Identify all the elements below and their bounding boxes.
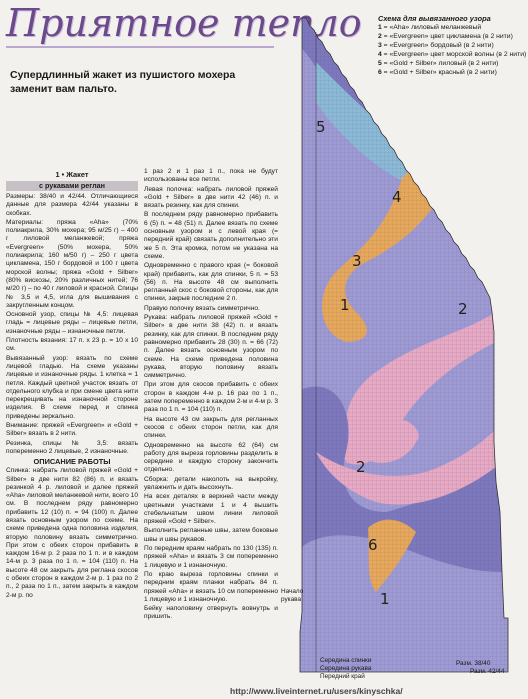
- section-bar: с рукавами реглан: [6, 181, 138, 191]
- mid-paragraph: Одновременно с правого края (= боковой край) прибавить, как для спинки, 5 п. = 53 (56) п. На высоте 48 см выполнить регланный скос с боковой стороны, как для спинки, закрыв последние 2 п.: [144, 262, 278, 303]
- mid-paragraph: Выполнить регланные швы, затем боковые швы и швы рукавов.: [144, 527, 278, 543]
- size-label: Разм. 38/40: [456, 660, 491, 667]
- right-front-text: Правую полочку вязать симметрично.: [144, 304, 260, 312]
- page-subtitle: Супердлинный жакет из пушистого мохера заменит вам пальто.: [10, 69, 236, 95]
- title-divider: [6, 46, 274, 48]
- back-middle-label: Середина спинки: [320, 657, 372, 664]
- size-label: Разм. 42/44: [470, 668, 505, 675]
- knitting-chart: [296, 12, 528, 688]
- materials-text: Материалы: пряжа «Aha» (70% полиакрила, 30% мохера; 95 м/25 г) – 400 г лиловой меланжевой; пряжа «Evergreen» (50% мохера, 50% полиакрила; 160 м/50 г) – 250 г цвета цикламена, 150 г бордовой и 100 г цвета морской волны; пряжа «Gold + Silber» (80% вискозы, 20% различных нитей; 76 м/20 г) – по 40 г лиловой и красной. Спицы № 3,5 и 4,5, игла для вышивания с закругленным концом.: [6, 218, 138, 309]
- mid-paragraph: Одновременно на высоте 62 (64) см работу для выреза горловины разделить в середине и каждую сторону закончить отдельно.: [144, 441, 278, 474]
- section-heading: 1 • Жакет: [55, 170, 89, 179]
- source-url: http://www.liveinternet.ru/users/kinyschka/: [230, 686, 403, 696]
- page-title: Приятное тепло: [6, 1, 362, 45]
- chart-label: 1: [380, 590, 390, 608]
- chart-label: 3: [352, 252, 362, 270]
- legend-num: 2: [378, 33, 382, 40]
- legend-item: [378, 23, 528, 32]
- mid-paragraph: Бейку наполовину отвернуть вовнутрь и пришить.: [144, 605, 278, 621]
- ribbing-text: Резинка, спицы № 3,5: вязать попеременно 2 лицевые, 2 изнаночные.: [6, 439, 138, 455]
- instructions-column-middle: [144, 168, 278, 623]
- mid-paragraph: При этом для скосов прибавить с обеих сторон в каждом 4-м р. 16 раз по 1 п., затем попеременно в каждом 2-м и 4-м р. 3 раза по 1 п. = 104 (110) п.: [144, 381, 278, 414]
- legend-item: [378, 59, 528, 68]
- sleeve-middle-label: Середина рукава: [320, 665, 372, 672]
- legend-item: [378, 50, 528, 59]
- mid-paragraph: 1 раз 2 и 1 раз 1 п., пока не будут использованы все петли.: [144, 168, 278, 184]
- chart-grid: [296, 12, 528, 688]
- legend-num: 1: [378, 24, 382, 31]
- legend-item: [378, 68, 528, 77]
- pattern-text: Основной узор, спицы № 4,5: лицевая гладь = лицевые ряды – лицевые петли, изнаночные ряды – изнаночные петли.: [6, 311, 138, 335]
- gauge-text: Плотность вязания: 17 п. х 23 р. = 10 х 10 см.: [6, 337, 138, 353]
- legend-text: = «Evergreen» цвет цикламена (в 2 нити): [383, 33, 513, 40]
- legend-text: = «Evergreen» бордовый (в 2 нити): [383, 42, 494, 49]
- legend-num: 3: [378, 42, 382, 49]
- chart-label: 6: [368, 536, 378, 554]
- legend-item: [378, 32, 528, 41]
- sleeve-start-label: Начало рукава: [281, 588, 304, 603]
- front-edge-label: Передний край: [320, 673, 365, 680]
- legend-num: 5: [378, 60, 382, 67]
- assembly-text: Сборка: детали наколоть на выкройку, увлажнить и дать высохнуть.: [144, 475, 278, 491]
- colorwork-text: Вывязанный узор: вязать по схеме лицевой гладью. На схеме указаны лицевые и изнаночные ряды. 1 клетка = 1 петля. Каждый цветной участок вязать от отдельного клубка и при смене цвета нити перекрещивать на изнаночной стороне изделия. В схеме перед и спинка приведены зеркально.: [6, 354, 138, 420]
- chart-label: 2: [356, 458, 366, 476]
- sleeves-text: Рукава: набрать лиловой пряжей «Gold + Silber» в две нити 38 (42) п. и вязать резинку, как для спинки. В последнем ряду равномерно прибавить 28 (30) п. = 66 (72) п. Далее вязать основным узором по схеме. На схеме приведена половина рукава, вторую половину вязать симметрично.: [144, 314, 278, 380]
- mid-paragraph: На высоте 43 см закрыть для регланных скосов с обеих сторон петли, как для спинки.: [144, 415, 278, 440]
- legend-num: 6: [378, 69, 382, 76]
- legend-text: = «Evergreen» цвет морской волны (в 2 нити): [383, 51, 527, 58]
- chart-label: 4: [392, 188, 402, 206]
- mid-paragraph: На всех деталях в верхней части между цветными участками 1 и 4 вышить стебельчатым швом линии лиловой пряжей «Gold + Silber».: [144, 493, 278, 526]
- mid-paragraph: По передним краям набрать по 130 (135) п. пряжей «Aha» и вязать 3 см попеременно 1 лицевую и 1 изнаночную.: [144, 545, 278, 569]
- mid-paragraph: По краю выреза горловины спинки и передним краям планки набрать 84 п. пряжей «Aha» и вязать 10 см попеременно 1 лицевую и 1 изнаночную.: [144, 570, 278, 603]
- chart-label: 1: [340, 296, 350, 314]
- chart-label: 5: [316, 118, 326, 136]
- chart-label: 2: [458, 300, 468, 318]
- sizes-text: Размеры: 38/40 и 42/44. Отличающиеся данные для размера 42/44 указаны в скобках.: [6, 193, 138, 217]
- chart-legend: [378, 14, 528, 77]
- instructions-column-left: [6, 170, 138, 601]
- legend-num: 4: [378, 51, 382, 58]
- mid-paragraph: В последнем ряду равномерно прибавить 6 (5) п. = 48 (51) п. Далее вязать по схеме основным узором и с левой края (= передний край) связать дополнительно эти же 5 п. Эта кромка, потом не указана на схеме.: [144, 211, 278, 260]
- left-front-text: Левая полочка: набрать лиловой пряжей «Gold + Silber» в две нити 42 (46) п. и вязать резинку, как для спинки.: [144, 185, 278, 210]
- attention-text: Внимание: пряжей «Evergreen» и «Gold + Silber» вязать в 2 нити.: [6, 422, 138, 438]
- legend-text: = «Gold + Silber» лиловый (в 2 нити): [383, 60, 499, 67]
- work-description-heading: ОПИСАНИЕ РАБОТЫ: [33, 457, 111, 467]
- legend-title: Схема для вывязанного узора: [378, 14, 491, 23]
- legend-item: [378, 41, 528, 50]
- back-text: Спинка: набрать лиловой пряжей «Gold + Silber» в две нити 82 (86) п. и вязать резинкой 4 р. лиловой и далее пряжей «Aha» лиловой меланжевой нити, всего 10 см. В последнем ряду равномерно прибавить 12 (10) п. = 94 (100) п. Далее вязать основным узором по схеме. На схеме приведена одна половина изделия, вторую половину вязать симметрично. При этом с обеих сторон прибавить в каждом 16-м р. 2 раза по 1 п. и в каждом 14-м р. 3 раза по 1 п. = 104 (110) п. На высоте 48 см закрыть для реглана скосов с обеих сторон в каждом 2-м р. 1 раз по 2 п., 2 раза по 1 п., затем закрыть в каждом 2-м р. по: [6, 467, 138, 599]
- legend-text: = «Aha» лиловый меланжевый: [383, 24, 482, 31]
- legend-text: = «Gold + Silber» красный (в 2 нити): [383, 69, 497, 76]
